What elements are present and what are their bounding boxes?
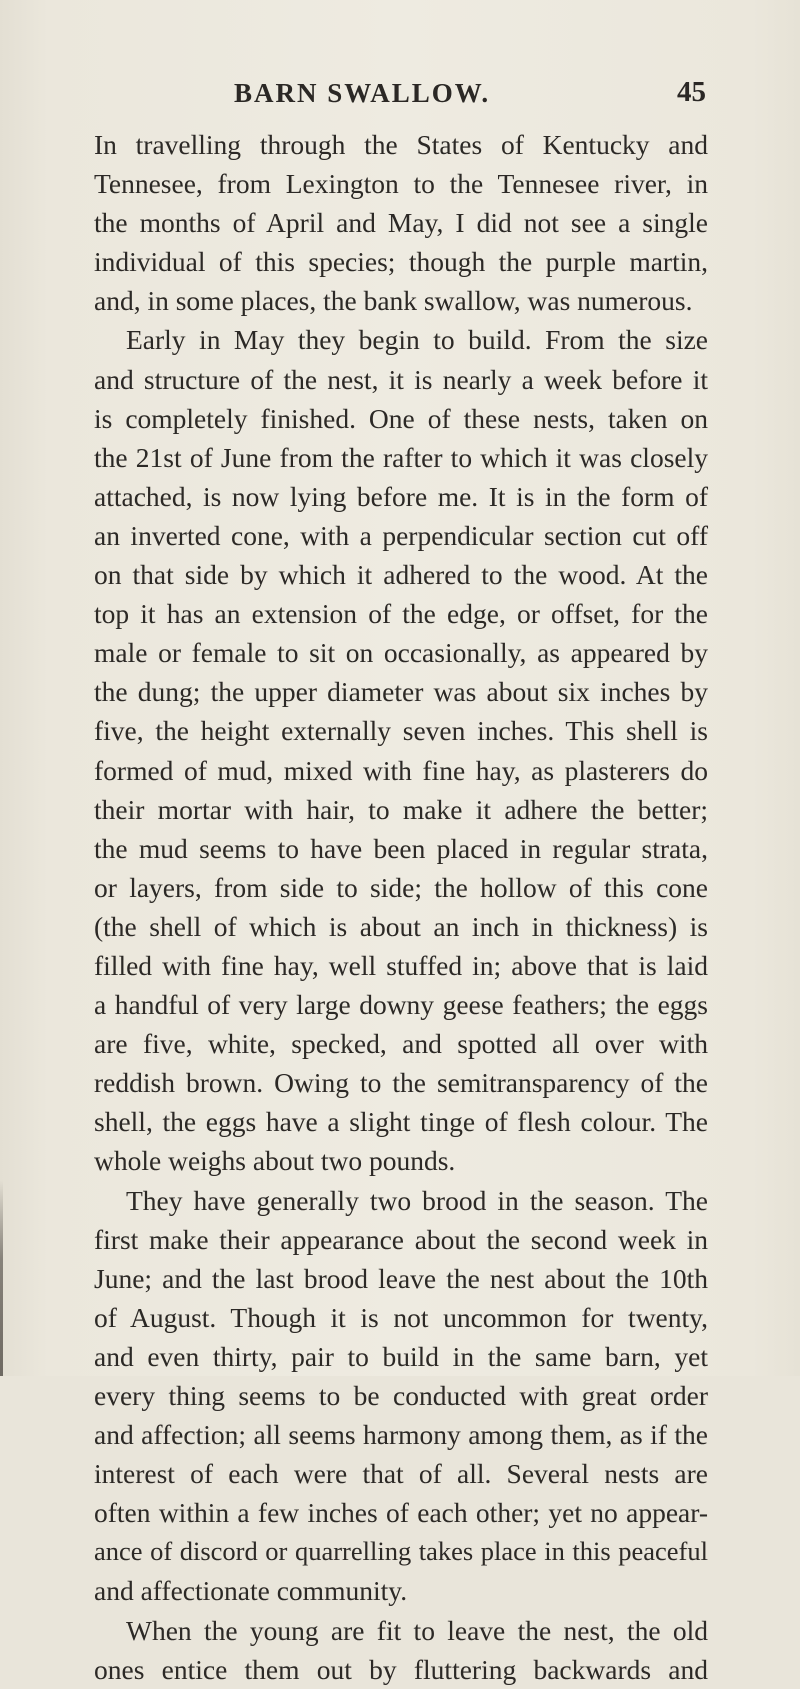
text-line: and structure of the nest, it is nearly a week before it: [94, 363, 708, 395]
text-line: the months of April and May, I did not see a single: [94, 207, 708, 239]
body-text: [94, 125, 708, 1689]
text-line: In travelling through the States of Kentucky and: [94, 129, 708, 160]
text-line: is completely finished. One of these nests, taken on: [94, 402, 708, 434]
text-line: (the shell of which is about an inch in thickness) is: [94, 910, 708, 942]
text-line: ones entice them out by fluttering backwards and: [94, 1653, 708, 1685]
text-line: or layers, from side to side; the hollow of this cone: [94, 871, 708, 903]
text-line: and affection; all seems harmony among them, as if the: [94, 1419, 708, 1451]
text-line: every thing seems to be conducted with great order: [94, 1380, 708, 1411]
page-number: 45: [677, 76, 706, 108]
text-line: a handful of very large downy geese feathers; the eggs: [94, 989, 708, 1021]
text-line: shell, the eggs have a slight tinge of flesh colour. The: [94, 1106, 708, 1138]
text-line: formed of mud, mixed with fine hay, as plasterers do: [94, 754, 708, 786]
running-head: [0, 78, 800, 118]
text-line: ance of discord or quarrelling takes place in this peaceful: [94, 1536, 708, 1567]
text-line: filled with fine hay, well stuffed in; above that is laid: [94, 949, 708, 981]
text-line: the mud seems to have been placed in regular strata,: [94, 832, 708, 864]
text-line: whole weighs about two pounds.: [94, 1145, 456, 1177]
text-line: are five, white, specked, and spotted all over with: [94, 1028, 708, 1060]
text-line: the dung; the upper diameter was about six inches by: [94, 676, 708, 708]
text-line: male or female to sit on occasionally, as appeared by: [94, 637, 708, 669]
text-line: their mortar with hair, to make it adhere the better;: [94, 793, 708, 825]
text-line: often within a few inches of each other; yet no appear-: [94, 1497, 708, 1529]
text-line: and even thirty, pair to build in the same barn, yet: [94, 1340, 708, 1372]
text-line: and, in some places, the bank swallow, was numerous.: [94, 285, 693, 317]
text-line: Tennesee, from Lexington to the Tennesee river, in: [94, 168, 708, 200]
text-line: individual of this species; though the purple martin,: [94, 246, 708, 278]
text-line: and affectionate community.: [94, 1575, 408, 1607]
paragraph-start-line: When the young are fit to leave the nest, the old: [126, 1614, 708, 1646]
text-line: five, the height externally seven inches. This shell is: [94, 715, 708, 747]
running-title: BARN SWALLOW.: [234, 78, 491, 108]
paragraph-start-line: Early in May they begin to build. From the size: [126, 324, 708, 356]
text-line: an inverted cone, with a perpendicular section cut off: [94, 519, 708, 551]
paragraph-start-line: They have generally two brood in the season. The: [126, 1184, 708, 1216]
text-line: attached, is now lying before me. It is in the form of: [94, 480, 708, 512]
text-line: top it has an extension of the edge, or offset, for the: [94, 598, 708, 630]
page-edge-shadow: [0, 1180, 3, 1376]
text-line: first make their appearance about the second week in: [94, 1223, 708, 1255]
text-line: of August. Though it is not uncommon for twenty,: [94, 1301, 708, 1333]
text-line: on that side by which it adhered to the wood. At the: [94, 559, 708, 591]
text-line: reddish brown. Owing to the semitransparency of the: [94, 1067, 708, 1099]
text-line: June; and the last brood leave the nest about the 10th: [94, 1262, 708, 1294]
text-line: interest of each were that of all. Several nests are: [94, 1458, 708, 1490]
text-line: the 21st of June from the rafter to which it was closely: [94, 441, 708, 473]
